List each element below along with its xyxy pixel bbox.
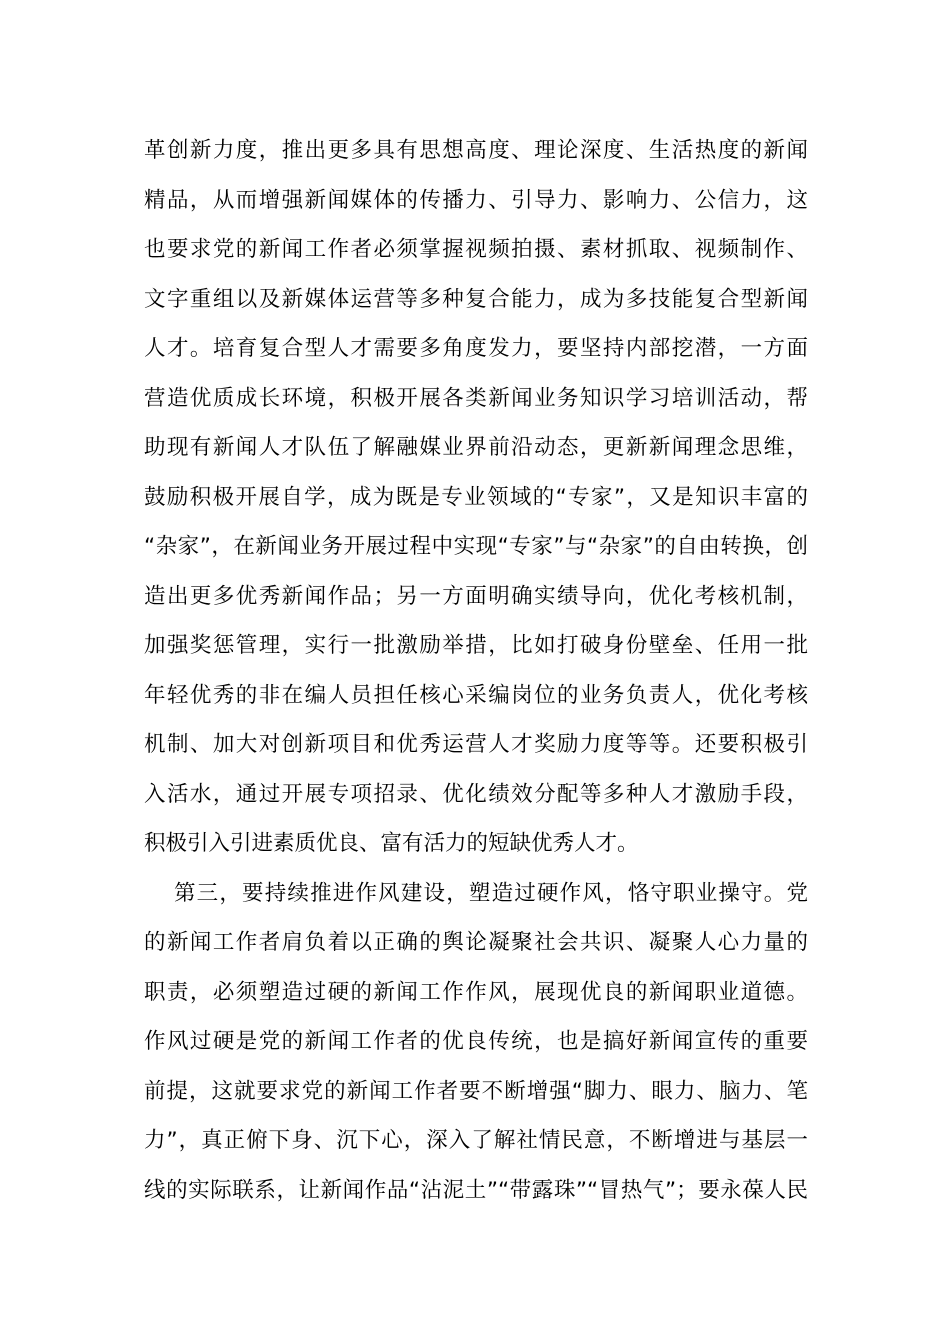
text-line: 营造优质成长环境，积极开展各类新闻业务知识学习培训活动，帮 bbox=[144, 385, 808, 411]
text-line: 造出更多优秀新闻作品；另一方面明确实绩导向，优化考核机制， bbox=[144, 583, 808, 609]
text-line: 年轻优秀的非在编人员担任核心采编岗位的业务负责人，优化考核 bbox=[144, 682, 808, 708]
text-line: 加强奖惩管理，实行一批激励举措，比如打破身份壁垒、任用一批 bbox=[144, 633, 808, 658]
text-line: 力”，真正俯下身、沉下心，深入了解社情民意，不断增进与基层一 bbox=[144, 1128, 808, 1153]
text-line: 文字重组以及新媒体运营等多种复合能力，成为多技能复合型新闻 bbox=[144, 286, 808, 312]
text-line: 的新闻工作者肩负着以正确的舆论凝聚社会共识、凝聚人心力量的 bbox=[144, 930, 808, 955]
text-line: 作风过硬是党的新闻工作者的优良传统，也是搞好新闻宣传的重要 bbox=[144, 1029, 808, 1054]
text-line: 人才。培育复合型人才需要多角度发力，要坚持内部挖潜，一方面 bbox=[144, 336, 808, 361]
text-line: “杂家”，在新闻业务开展过程中实现“专家”与“杂家”的自由转换，创 bbox=[144, 534, 808, 559]
text-line: 机制、加大对创新项目和优秀运营人才奖励力度等等。还要积极引 bbox=[144, 732, 808, 757]
text-line: 线的实际联系，让新闻作品“沾泥土”“带露珠”“冒热气”；要永葆人民 bbox=[144, 1177, 808, 1203]
text-line: 精品，从而增强新闻媒体的传播力、引导力、影响力、公信力，这 bbox=[144, 187, 808, 213]
paragraph-start-line: 第三，要持续推进作风建设，塑造过硬作风，恪守职业操守。党 bbox=[174, 880, 808, 906]
paragraph-end-line: 积极引入引进素质优良、富有活力的短缺优秀人才。 bbox=[144, 831, 639, 856]
text-line: 也要求党的新闻工作者必须掌握视频拍摄、素材抓取、视频制作、 bbox=[144, 237, 808, 262]
text-line: 职责，必须塑造过硬的新闻工作作风，展现优良的新闻职业道德。 bbox=[144, 979, 808, 1005]
text-line: 入活水，通过开展专项招录、优化绩效分配等多种人才激励手段， bbox=[144, 781, 808, 807]
text-line: 助现有新闻人才队伍了解融媒业界前沿动态，更新新闻理念思维， bbox=[144, 435, 808, 460]
text-line: 革创新力度，推出更多具有思想高度、理论深度、生活热度的新闻 bbox=[144, 138, 808, 163]
text-line: 前提，这就要求党的新闻工作者要不断增强“脚力、眼力、脑力、笔 bbox=[144, 1078, 808, 1104]
text-line: 鼓励积极开展自学，成为既是专业领域的“专家”，又是知识丰富的 bbox=[144, 484, 808, 510]
body-text bbox=[144, 126, 808, 1215]
